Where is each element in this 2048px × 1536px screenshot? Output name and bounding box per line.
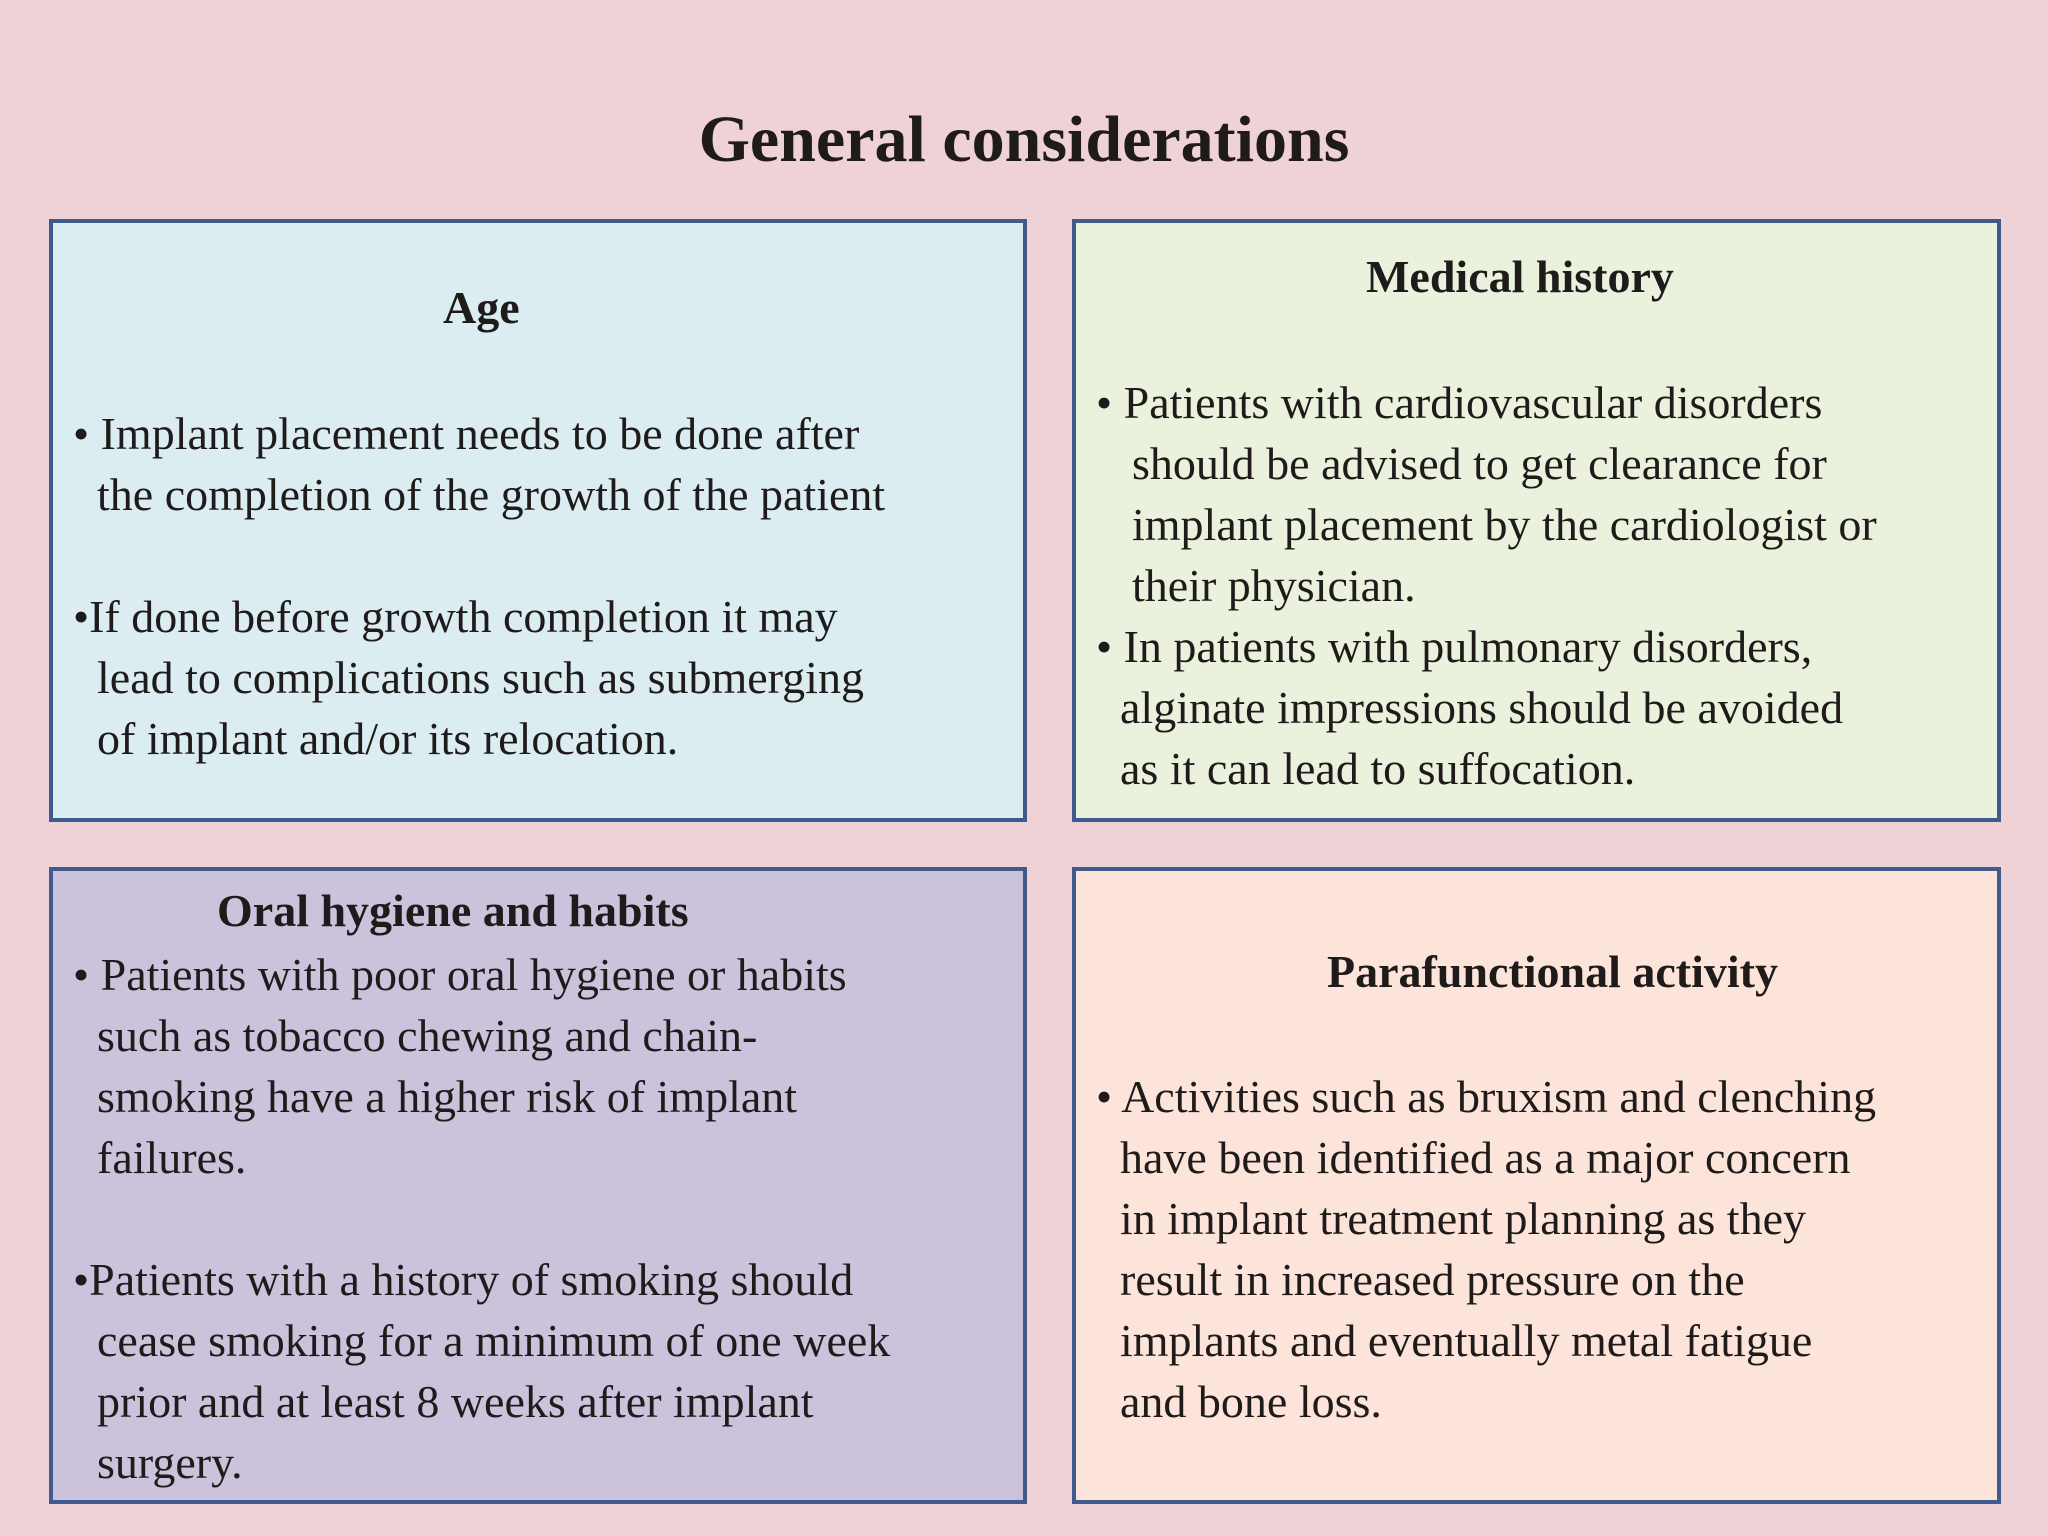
para-bullet-1-line-2: have been identified as a major concern	[1120, 1132, 1851, 1183]
age-bullet-1-line-1: • Implant placement needs to be done after	[73, 408, 860, 459]
oral-bullet-1-line-3: smoking have a higher risk of implant	[97, 1071, 798, 1122]
oral-bullet-2-line-3: prior and at least 8 weeks after implant	[97, 1376, 814, 1427]
medical-history-heading: Medical history	[1366, 251, 1674, 302]
oral-bullet-2-line-2: cease smoking for a minimum of one week	[97, 1315, 891, 1366]
oral-bullet-1-line-1: • Patients with poor oral hygiene or habits	[73, 949, 847, 1000]
medical-history-panel	[1072, 219, 2001, 822]
medical-bullet-2-line-2: alginate impressions should be avoided	[1120, 682, 1844, 733]
medical-bullet-1-line-4: their physician.	[1132, 560, 1416, 611]
medical-bullet-1-line-3: implant placement by the cardiologist or	[1132, 499, 1877, 550]
age-bullet-1-line-2: the completion of the growth of the patient	[97, 469, 886, 520]
age-panel	[49, 219, 1027, 822]
para-bullet-1-line-5: implants and eventually metal fatigue	[1120, 1315, 1813, 1366]
para-bullet-1-line-4: result in increased pressure on the	[1120, 1254, 1745, 1305]
age-bullet-2-line-3: of implant and/or its relocation.	[97, 713, 679, 764]
oral-hygiene-panel	[49, 867, 1027, 1504]
para-bullet-1-line-3: in implant treatment planning as they	[1120, 1193, 1807, 1244]
medical-bullet-2-line-1: • In patients with pulmonary disorders,	[1096, 621, 1813, 672]
medical-bullet-1-line-2: should be advised to get clearance for	[1132, 438, 1827, 489]
oral-bullet-1-line-4: failures.	[97, 1132, 247, 1183]
slide-title: General considerations	[698, 103, 1350, 176]
oral-hygiene-heading: Oral hygiene and habits	[217, 885, 689, 936]
age-bullet-2-line-2: lead to complications such as submerging	[97, 652, 864, 703]
age-heading: Age	[443, 282, 520, 333]
oral-bullet-1-line-2: such as tobacco chewing and chain-	[97, 1010, 758, 1061]
para-bullet-1-line-6: and bone loss.	[1120, 1376, 1382, 1427]
medical-bullet-2-line-3: as it can lead to suffocation.	[1120, 743, 1636, 794]
para-bullet-1-line-1: • Activities such as bruxism and clenching	[1096, 1071, 1877, 1122]
parafunctional-activity-panel	[1072, 867, 2001, 1504]
age-bullet-2-line-1: •If done before growth completion it may	[73, 591, 838, 642]
parafunctional-heading: Parafunctional activity	[1327, 946, 1778, 997]
oral-bullet-2-line-1: •Patients with a history of smoking should	[73, 1254, 854, 1305]
medical-bullet-1-line-1: • Patients with cardiovascular disorders	[1096, 377, 1823, 428]
oral-bullet-2-line-4: surgery.	[97, 1437, 243, 1488]
